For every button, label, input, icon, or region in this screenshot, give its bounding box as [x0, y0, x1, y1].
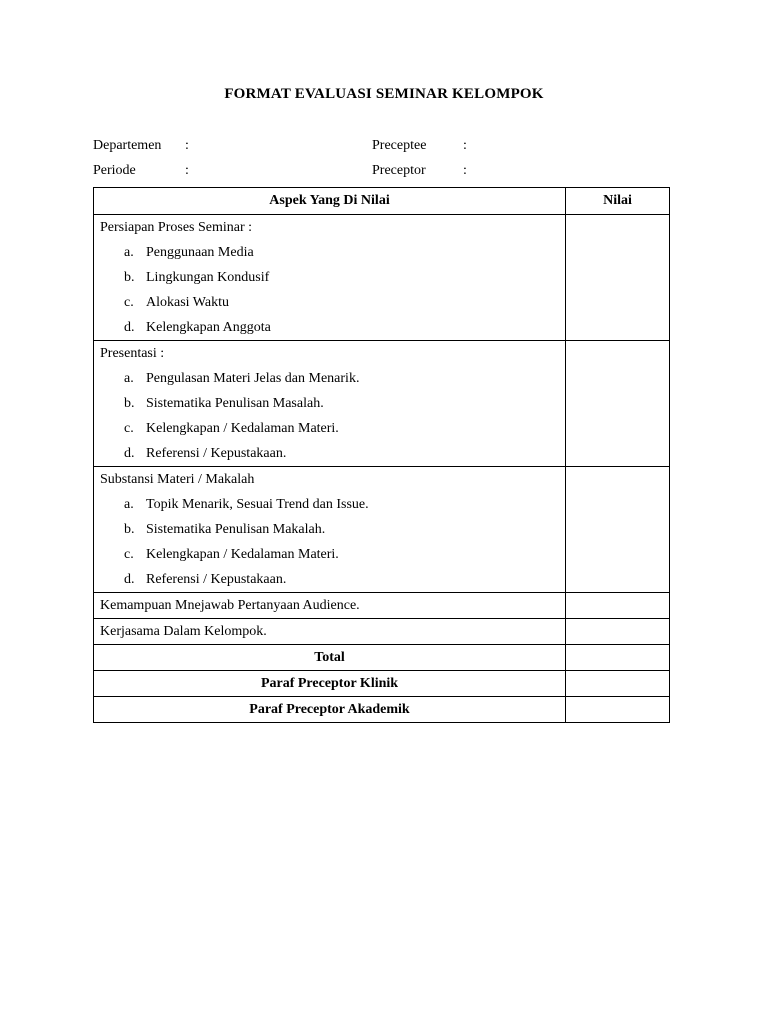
- criteria-item: [94, 492, 565, 517]
- section-aspek-cell: [94, 341, 566, 467]
- departemen-label: Departemen: [93, 138, 162, 153]
- section-row: [94, 215, 670, 341]
- criteria-text: Penggunaan Media: [146, 245, 254, 260]
- evaluation-table: [93, 187, 670, 723]
- periode-colon: :: [185, 163, 189, 178]
- criteria-text: Topik Menarik, Sesuai Trend dan Issue.: [146, 497, 369, 512]
- section-aspek-cell: [94, 467, 566, 593]
- nilai-cell[interactable]: [566, 215, 670, 341]
- criteria-letter: d.: [124, 572, 135, 587]
- section-aspek-cell: [94, 215, 566, 341]
- criteria-text: Sistematika Penulisan Makalah.: [146, 522, 326, 537]
- departemen-colon: :: [185, 138, 189, 153]
- nilai-cell[interactable]: [566, 619, 670, 645]
- criteria-letter: a.: [124, 245, 134, 260]
- criteria-item: [94, 441, 565, 466]
- preceptor-colon: :: [463, 163, 467, 178]
- nilai-cell[interactable]: [566, 341, 670, 467]
- criteria-item: [94, 240, 565, 265]
- preceptee-colon: :: [463, 138, 467, 153]
- criteria-item: [94, 391, 565, 416]
- nilai-cell[interactable]: [566, 645, 670, 671]
- section-heading: Substansi Materi / Makalah: [100, 472, 255, 487]
- preceptee-label: Preceptee: [372, 138, 427, 153]
- criteria-letter: c.: [124, 547, 134, 562]
- criteria-text: Kelengkapan / Kedalaman Materi.: [146, 421, 339, 436]
- criteria-letter: a.: [124, 371, 134, 386]
- criteria-text: Pengulasan Materi Jelas dan Menarik.: [146, 371, 360, 386]
- criteria-label: Kerjasama Dalam Kelompok.: [94, 619, 566, 645]
- criteria-item: [94, 567, 565, 592]
- nilai-cell[interactable]: [566, 593, 670, 619]
- criteria-item: [94, 517, 565, 542]
- criteria-item: [94, 265, 565, 290]
- nilai-cell[interactable]: [566, 697, 670, 723]
- summary-label: Total: [94, 645, 566, 671]
- criteria-item: [94, 290, 565, 315]
- summary-row: [94, 697, 670, 723]
- section-row: [94, 341, 670, 467]
- periode-label: Periode: [93, 163, 136, 178]
- section-row: [94, 467, 670, 593]
- criteria-label: Kemampuan Mnejawab Pertanyaan Audience.: [94, 593, 566, 619]
- criteria-letter: b.: [124, 396, 135, 411]
- criteria-letter: c.: [124, 421, 134, 436]
- table-header-row: [94, 188, 670, 215]
- criteria-letter: a.: [124, 497, 134, 512]
- summary-label: Paraf Preceptor Akademik: [94, 697, 566, 723]
- criteria-text: Referensi / Kepustakaan.: [146, 572, 287, 587]
- document-title: FORMAT EVALUASI SEMINAR KELOMPOK: [224, 86, 544, 102]
- criteria-text: Referensi / Kepustakaan.: [146, 446, 287, 461]
- nilai-cell[interactable]: [566, 671, 670, 697]
- section-heading: Presentasi :: [100, 346, 165, 361]
- criteria-letter: b.: [124, 522, 135, 537]
- criteria-item: [94, 542, 565, 567]
- nilai-cell[interactable]: [566, 467, 670, 593]
- criteria-row: [94, 593, 670, 619]
- criteria-letter: c.: [124, 295, 134, 310]
- preceptor-label: Preceptor: [372, 163, 426, 178]
- summary-row: [94, 645, 670, 671]
- criteria-text: Lingkungan Kondusif: [146, 270, 270, 285]
- criteria-letter: b.: [124, 270, 135, 285]
- criteria-letter: d.: [124, 320, 135, 335]
- criteria-item: [94, 416, 565, 441]
- criteria-row: [94, 619, 670, 645]
- criteria-text: Kelengkapan Anggota: [146, 320, 271, 335]
- criteria-text: Sistematika Penulisan Masalah.: [146, 396, 324, 411]
- criteria-item: [94, 315, 565, 340]
- criteria-item: [94, 366, 565, 391]
- header-aspek: Aspek Yang Di Nilai: [94, 188, 566, 215]
- summary-label: Paraf Preceptor Klinik: [94, 671, 566, 697]
- criteria-letter: d.: [124, 446, 135, 461]
- header-nilai: Nilai: [566, 188, 670, 215]
- summary-row: [94, 671, 670, 697]
- criteria-text: Alokasi Waktu: [146, 295, 229, 310]
- section-heading: Persiapan Proses Seminar :: [100, 220, 253, 235]
- criteria-text: Kelengkapan / Kedalaman Materi.: [146, 547, 339, 562]
